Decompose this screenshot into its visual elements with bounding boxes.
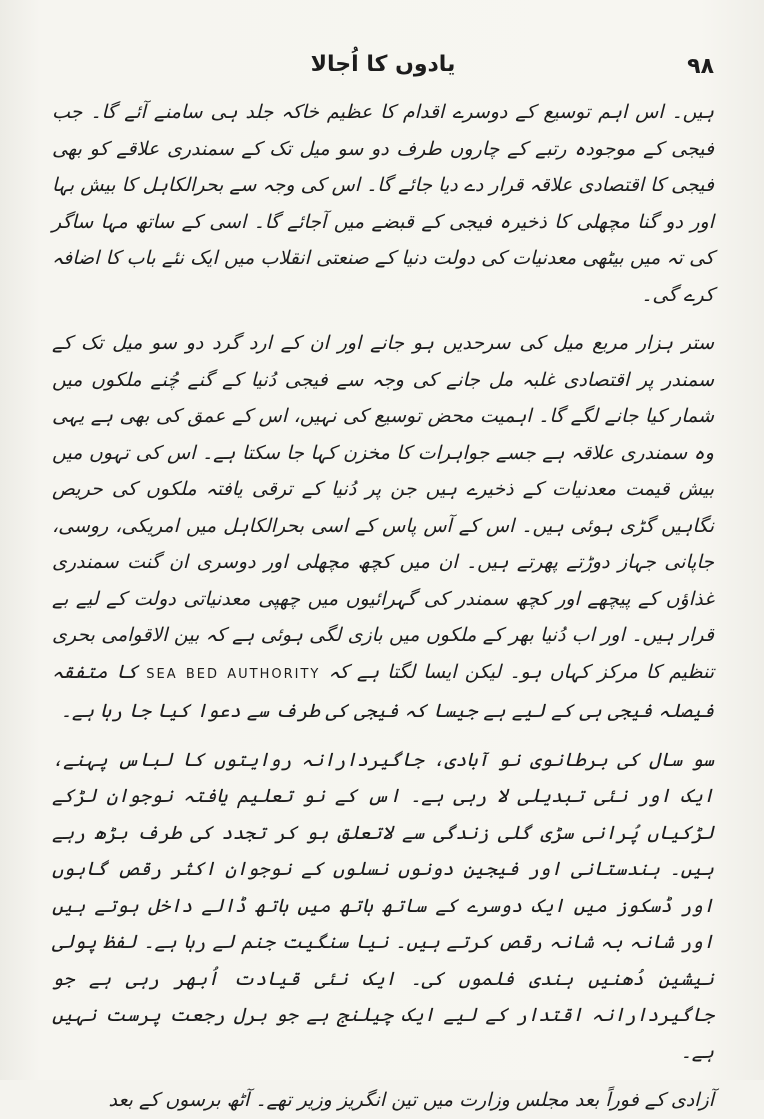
paragraph-4: آزادی کے فوراً بعد مجلس وزارت میں تین انگریز وزیر تھے۔ آٹھ برسوں کے بعد [108, 1089, 714, 1111]
paragraph-2-text-before: ستر ہزار مربع میل کی سرحدیں ہو جانے اور ان کے ارد گرد دو سو میل تک کے سمندر پر اقتصادی غلبہ مل جانے کی وجہ سے فیجی دُنیا کے گنے چُنے ملکوں میں شمار کیا جانے لگے گا۔ اہمیت محض توسیع کی نہیں، اس کے عمق کی بھی ہے یہی وہ سمندری علاقہ ہے جسے جواہرات کا مخزن کہا جا سکتا ہے۔ اس کی تہوں میں بیش قیمت معدنیات کے ذخیرے ہیں جن پر دُنیا کے ترقی یافتہ ملکوں کی حریص نگاہیں گڑی ہوئی ہیں۔ اس کے آس پاس کے اسی بحرالکاہل میں امریکی، روسی، جاپانی جہاز دوڑتے پھرتے ہیں۔ ان میں کچھ مچھلی اور دوسری ان گنت سمندری غذاؤں کے پیچھے اور کچھ سمندر کی گہرائیوں میں چھپی معدنیاتی دولت کے لیے بے قرار ہیں۔ اور اب دُنیا بھر کے ملکوں میں بازی لگی ہوئی ہے کہ بین الاقوامی بحری تنظیم کا مرکز کہاں ہو۔ لیکن ایسا لگتا ہے کہ [52, 332, 715, 683]
paragraph-1: ہیں۔ اس اہم توسیع کے دوسرے اقدام کا عظیم خاکہ جلد ہی سامنے آئے گا۔ جب فیجی کے موجودہ رتبے کے چاروں طرف دو سو میل تک کے سمندری علاقے کو بھی فیجی کا اقتصادی علاقہ قرار دے دیا جائے گا۔ اس کی وجہ سے بحرالکاہل کا بیش بہا اور دو گنا مچھلی کا ذخیرہ فیجی کے قبضے میں آجائے گا۔ اسی کے ساتھ مہا ساگر کی تہ میں بیٹھی معدنیات کی دولت دنیا کے صنعتی انقلاب میں ایک نئے باب کا اضافہ کرے گی۔ [52, 101, 714, 306]
page-number: ۹۸ [687, 54, 714, 79]
sea-bed-authority-term: SEA BED AUTHORITY [146, 666, 321, 682]
paragraph-2-text-after: کا متفقہ فیصلہ فیجی ہی کے لیے ہے جیسا کہ فیجی کی طرف سے دعوا کیا جا رہا ہے۔ [52, 660, 714, 722]
paragraph-2 [52, 325, 714, 730]
page-header [52, 50, 714, 94]
running-title: یادوں کا اُجالا [310, 52, 456, 77]
paragraph-3: سو سال کی برطانوی نو آبادی، جاگیردارانہ روایتوں کا لباس پہنے، ایک اور نئی تبدیلی لا رہی ہے۔ اس کے نو تعلیم یافتہ نوجوان لڑکے لڑکیاں پُرانی سڑی گلی زندگی سے لاتعلق ہو کر تجدد کی طرف بڑھ رہے ہیں۔ ہندستانی اور فیجین دونوں نسلوں کے نوجوان اکثر رقص گاہوں اور ڈسکوز میں ایک دوسرے کے ساتھ ہاتھ میں ہاتھ ڈالے داخل ہوتے ہیں اور شانہ بہ شانہ رقص کرتے ہیں۔ نیا سنگیت جنم لے رہا ہے۔ لفظ پولی نیشین دُھنیں ہندی فلموں کی۔ ایک نئی قیادت اُبھر رہی ہے جو جاگیردارانہ اقتدار کے لیے ایک چیلنج ہے جو برل رجعت پرست نہیں ہے۔ [52, 748, 714, 1063]
page-body [52, 94, 714, 1119]
